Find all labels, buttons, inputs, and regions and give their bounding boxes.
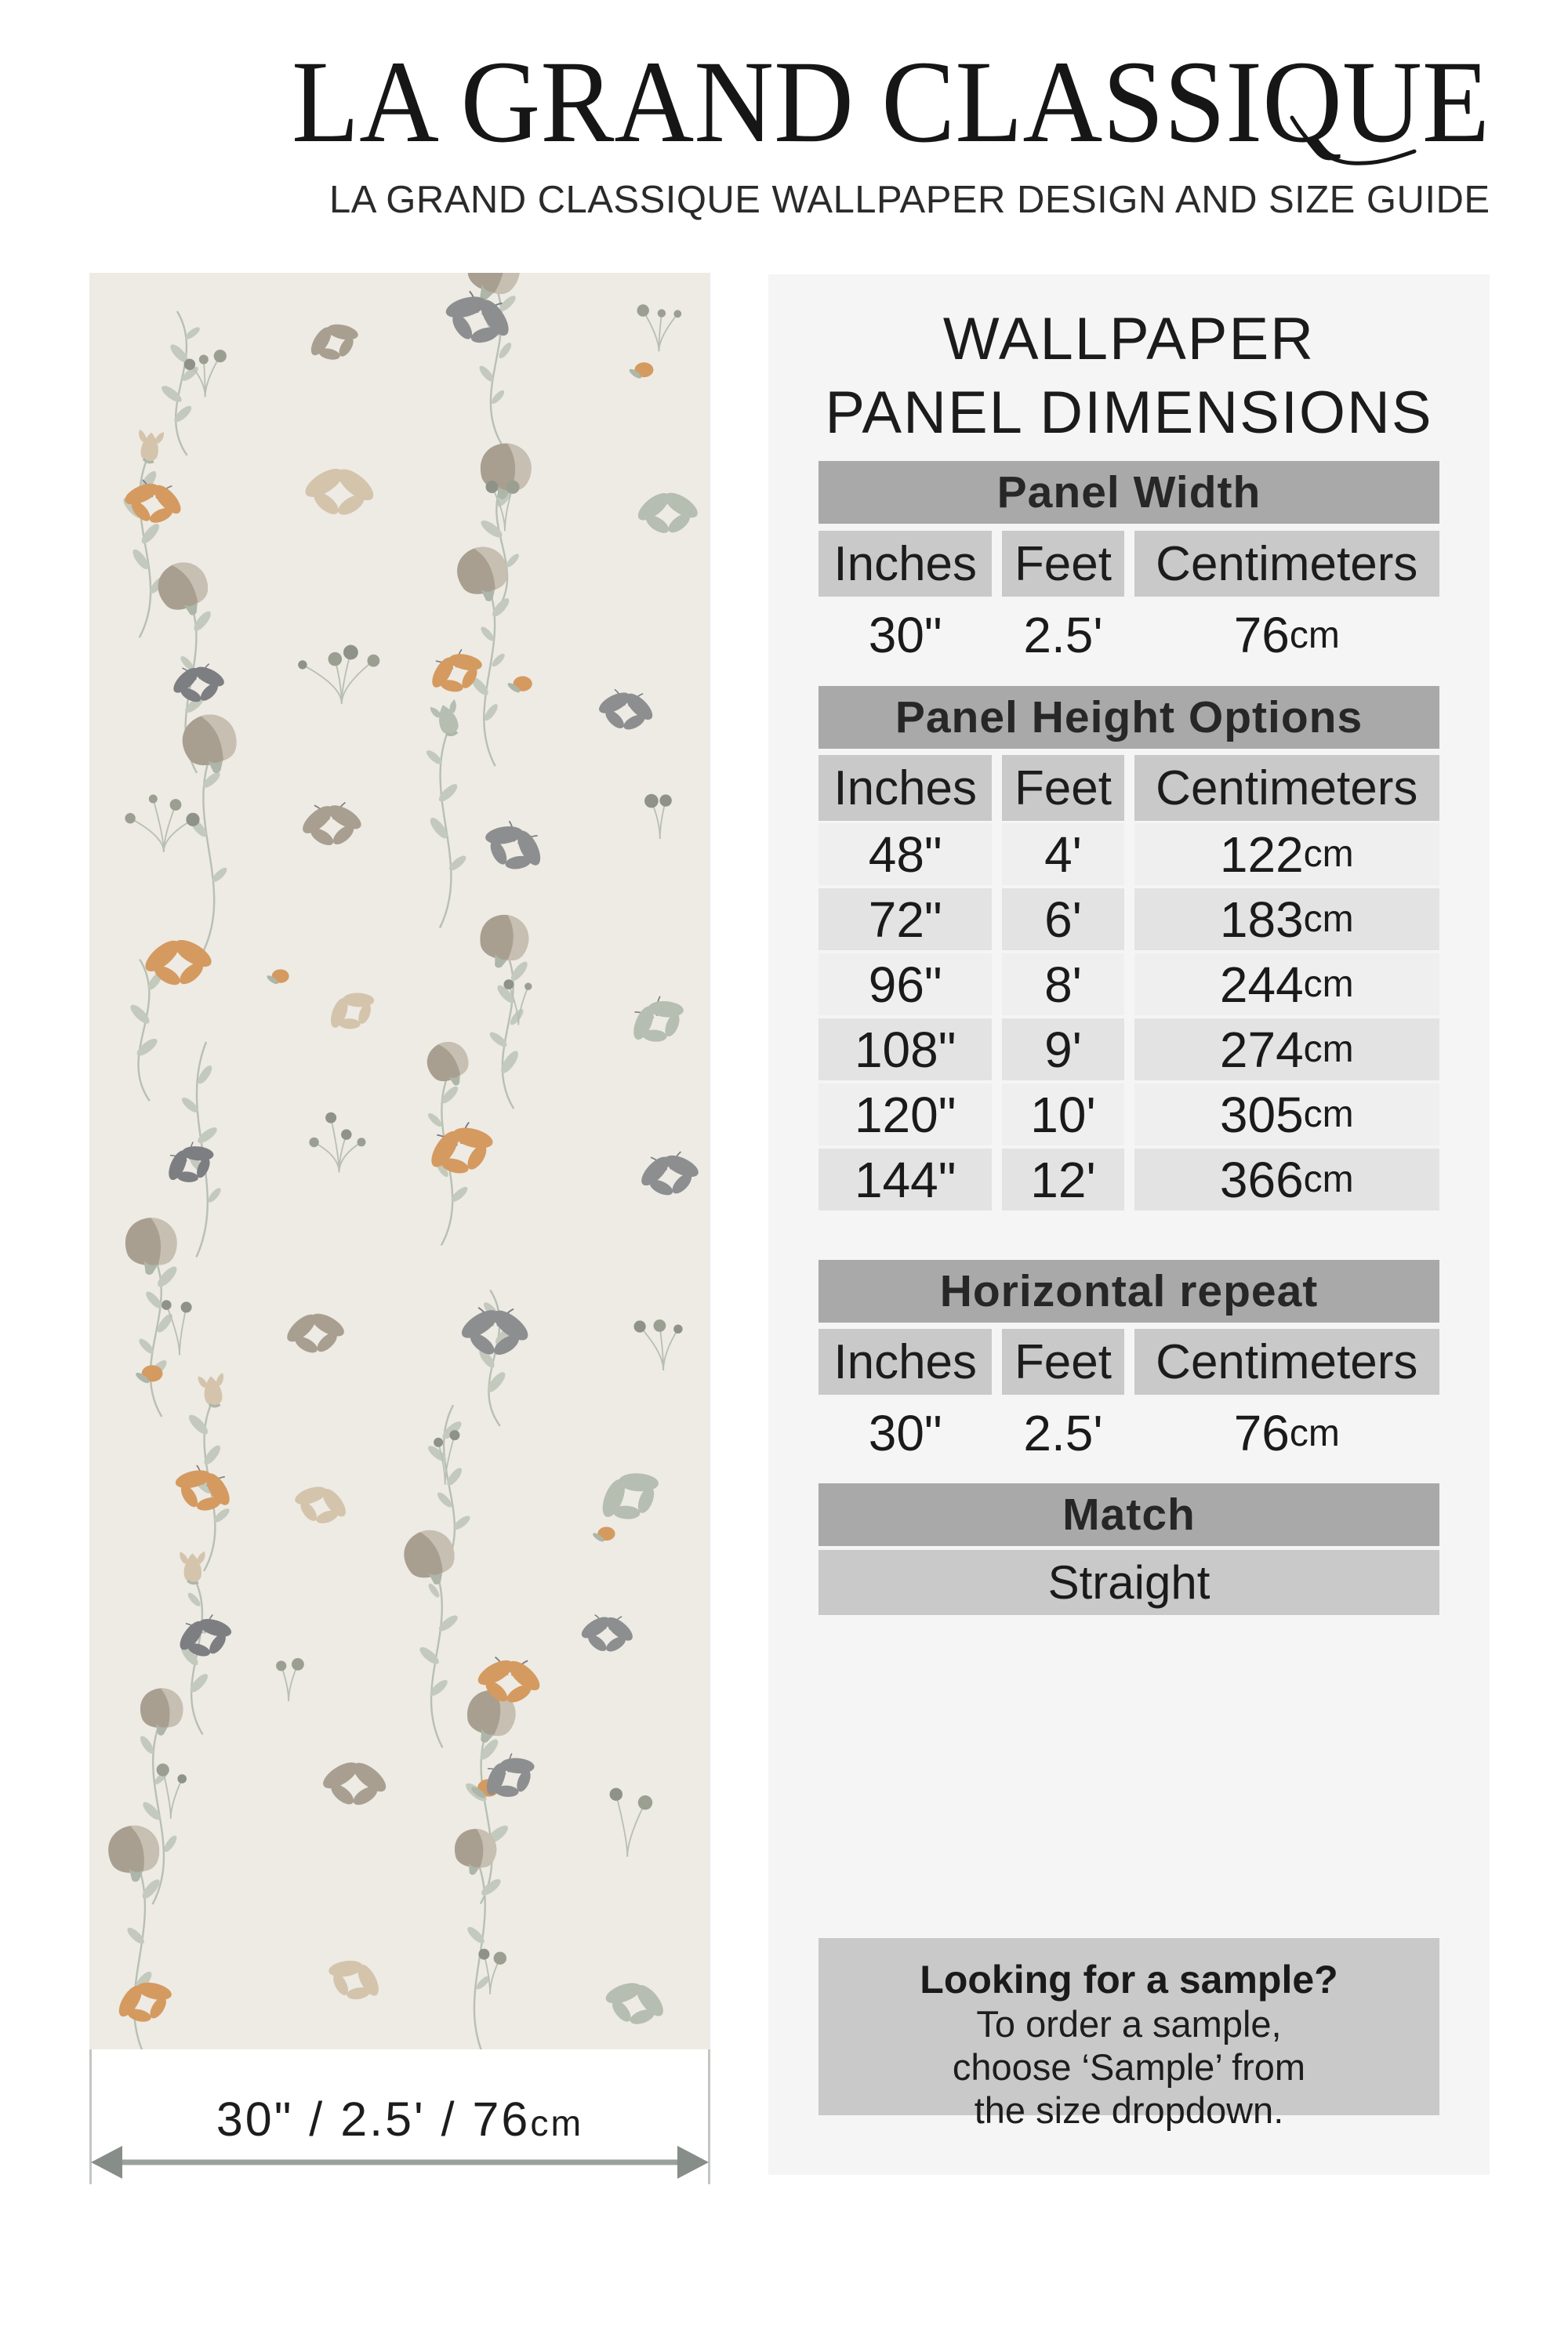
height-feet: 9' — [1002, 1018, 1123, 1080]
horizontal-repeat-header: Horizontal repeat — [818, 1260, 1439, 1323]
dimensions-title-line2: PANEL DIMENSIONS — [825, 379, 1433, 446]
height-inches: 120" — [818, 1083, 992, 1145]
panel-height-row — [818, 823, 1439, 885]
sample-box-line: choose ‘Sample’ from — [952, 2046, 1306, 2088]
column-header-centimeters: Centimeters — [1134, 1329, 1439, 1395]
horizontal-repeat-cm: 76 cm — [1233, 1405, 1340, 1461]
height-feet: 10' — [1002, 1083, 1123, 1145]
height-inches: 96" — [818, 953, 992, 1015]
panel-height-row — [818, 1149, 1439, 1210]
sample-box-title: Looking for a sample? — [920, 1958, 1338, 2002]
dimensions-title — [818, 303, 1439, 450]
height-feet: 8' — [1002, 953, 1123, 1015]
panel-width-annotation-unit: cm — [530, 2103, 584, 2143]
panel-width-cm: 76 cm — [1233, 607, 1340, 663]
height-inches: 72" — [818, 888, 992, 950]
height-feet: 6' — [1002, 888, 1123, 950]
panel-height-column-headers — [818, 755, 1439, 821]
height-feet: 4' — [1002, 823, 1123, 885]
height-cm: 274 cm — [1134, 1018, 1439, 1080]
horizontal-repeat-feet: 2.5' — [1023, 1405, 1103, 1461]
header — [0, 0, 1568, 235]
panel-width-feet: 2.5' — [1023, 607, 1103, 663]
column-header-inches: Inches — [818, 1329, 992, 1395]
panel-height-row — [818, 888, 1439, 950]
dimensions-title-line1: WALLPAPER — [942, 306, 1316, 372]
panel-height-row — [818, 953, 1439, 1015]
panel-width-header: Panel Width — [818, 461, 1439, 524]
column-header-feet: Feet — [1002, 1329, 1123, 1395]
panel-width-column-headers — [818, 531, 1439, 597]
sample-box-line: the size dropdown. — [974, 2089, 1284, 2131]
width-arrow — [89, 2143, 710, 2181]
panel-height-rows — [818, 823, 1439, 1210]
brand-subtitle: LA GRAND CLASSIQUE WALLPAPER DESIGN AND SIZE GUIDE — [329, 179, 1490, 221]
column-header-centimeters: Centimeters — [1134, 531, 1439, 597]
panel-height-row — [818, 1083, 1439, 1145]
sample-box-line: To order a sample, — [976, 2003, 1282, 2045]
panel-height-header: Panel Height Options — [818, 686, 1439, 749]
panel-width-inches: 30" — [868, 607, 942, 663]
height-cm: 305 cm — [1134, 1083, 1439, 1145]
column-header-inches: Inches — [818, 755, 992, 821]
height-cm: 366 cm — [1134, 1149, 1439, 1210]
match-value: Straight — [818, 1550, 1439, 1615]
horizontal-repeat-inches: 30" — [868, 1405, 942, 1461]
height-cm: 122 cm — [1134, 823, 1439, 885]
height-feet: 12' — [1002, 1149, 1123, 1210]
width-arrow-head-right — [677, 2146, 709, 2179]
column-header-feet: Feet — [1002, 755, 1123, 821]
height-inches: 48" — [818, 823, 992, 885]
panel-width-annotation-value: 30" / 2.5' / 76 — [216, 2092, 531, 2146]
match-header: Match — [818, 1483, 1439, 1546]
panel-width-values — [818, 597, 1439, 673]
sample-box — [818, 1938, 1439, 2131]
brand-title: LA GRAND CLASSIQUE — [292, 37, 1490, 167]
panel-width-annotation — [89, 2092, 710, 2147]
column-header-centimeters: Centimeters — [1134, 755, 1439, 821]
height-cm: 244 cm — [1134, 953, 1439, 1015]
horizontal-repeat-values — [818, 1395, 1439, 1472]
height-inches: 108" — [818, 1018, 992, 1080]
horizontal-repeat-column-headers — [818, 1329, 1439, 1395]
panel-height-row — [818, 1018, 1439, 1080]
column-header-inches: Inches — [818, 531, 992, 597]
height-cm: 183 cm — [1134, 888, 1439, 950]
column-header-feet: Feet — [1002, 531, 1123, 597]
wallpaper-panel — [89, 273, 710, 2049]
dimensions-panel — [768, 274, 1490, 2175]
height-inches: 144" — [818, 1149, 992, 1210]
width-arrow-head-left — [91, 2146, 122, 2179]
wallpaper-pattern — [89, 273, 710, 2049]
